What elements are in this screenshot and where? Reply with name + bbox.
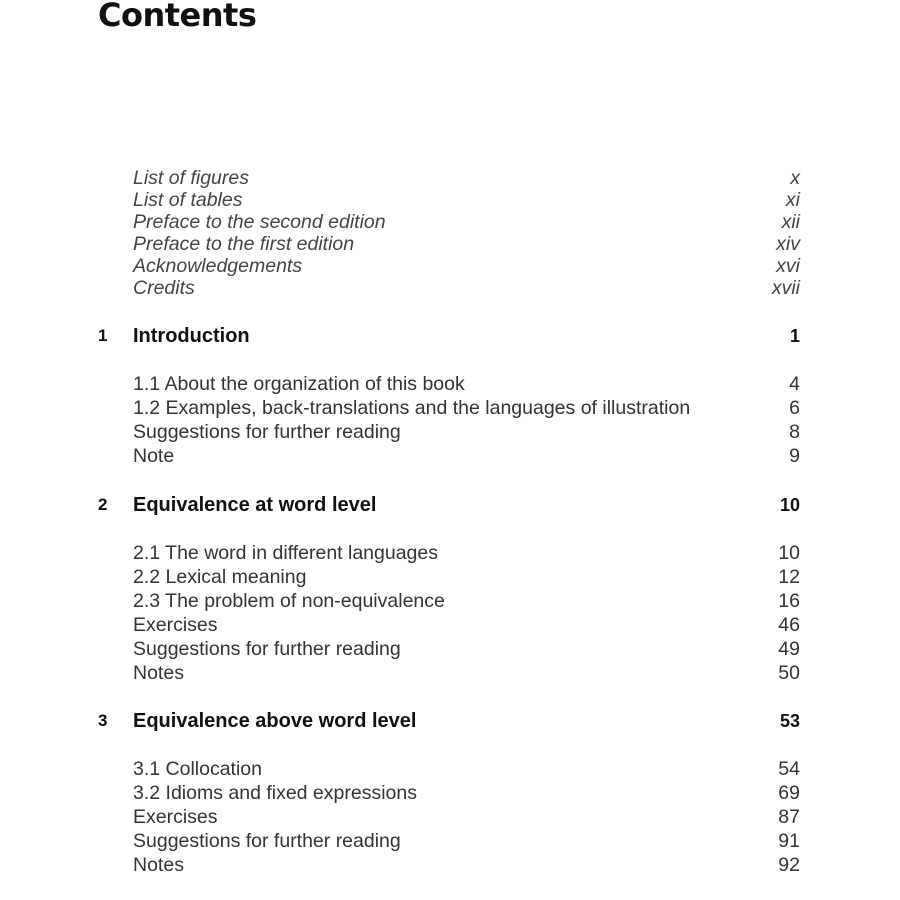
chapter-title: Equivalence above word level [133, 710, 417, 732]
toc-entry [133, 565, 800, 589]
toc-entry-label: Exercises [133, 614, 218, 636]
chapter-page: 10 [779, 495, 800, 515]
toc-entry-page: 10 [778, 542, 800, 564]
toc-entry-page: 87 [778, 806, 800, 828]
toc-entry-label: 1.2 Examples, back-translations and the languages of illustration [133, 397, 691, 419]
chapter-number: 3 [98, 711, 108, 730]
chapter-number: 2 [98, 495, 108, 514]
chapter-2 [98, 491, 800, 685]
toc-entry-label: 2.3 The problem of non-equivalence [133, 590, 445, 612]
chapter-1 [98, 322, 800, 468]
toc-entry [133, 829, 800, 853]
toc-entry [133, 661, 800, 685]
chapter-number: 1 [98, 326, 108, 345]
front-matter-label: List of figures [133, 167, 249, 189]
toc-entry-label: Suggestions for further reading [133, 830, 401, 852]
toc-entry [133, 613, 800, 637]
toc-entry-page: 8 [789, 421, 800, 443]
chapter-entries [98, 757, 800, 877]
chapter-entries [98, 372, 800, 468]
toc-entry-page: 46 [778, 614, 800, 636]
toc-entry-page: 9 [789, 445, 800, 467]
toc-entry-page: 16 [778, 590, 800, 612]
front-matter-page: xi [785, 189, 800, 211]
page-title: Contents [98, 0, 257, 34]
toc-entry-label: 2.1 The word in different languages [133, 542, 438, 564]
toc-entry-page: 92 [778, 854, 800, 876]
toc-entry-label: 2.2 Lexical meaning [133, 566, 307, 588]
toc-entry [133, 781, 800, 805]
front-matter-label: Preface to the second edition [133, 211, 386, 233]
toc-entry-page: 54 [778, 758, 800, 780]
front-matter-label: Acknowledgements [133, 255, 303, 277]
toc-entry [133, 757, 800, 781]
toc-entry-label: Notes [133, 854, 184, 876]
toc-entry-label: 3.2 Idioms and fixed expressions [133, 782, 417, 804]
chapter-3 [98, 707, 800, 877]
chapter-heading [98, 322, 800, 350]
toc-entry [133, 444, 800, 468]
chapter-title: Introduction [133, 325, 250, 347]
front-matter-page: x [790, 167, 800, 189]
front-matter-item [133, 233, 800, 255]
front-matter-list [133, 167, 800, 299]
chapter-entries [98, 541, 800, 685]
chapter-heading [98, 707, 800, 735]
toc-entry-label: 3.1 Collocation [133, 758, 262, 780]
toc-entry-label: Suggestions for further reading [133, 421, 401, 443]
chapter-heading [98, 491, 800, 519]
toc-entry-page: 49 [778, 638, 800, 660]
front-matter-page: xvi [776, 255, 800, 277]
toc-entry-page: 4 [789, 373, 800, 395]
toc-entry [133, 541, 800, 565]
chapter-page: 53 [779, 711, 800, 731]
front-matter-item [133, 255, 800, 277]
front-matter-item [133, 189, 800, 211]
toc-entry-label: 1.1 About the organization of this book [133, 373, 465, 395]
front-matter-item [133, 167, 800, 189]
toc-entry-page: 12 [778, 566, 800, 588]
front-matter-page: xvii [771, 277, 800, 299]
toc-entry [133, 805, 800, 829]
front-matter-item [133, 211, 800, 233]
toc-entry-page: 69 [778, 782, 800, 804]
toc-entry [133, 853, 800, 877]
front-matter-label: List of tables [133, 189, 243, 211]
toc-entry [133, 420, 800, 444]
toc-entry-label: Notes [133, 662, 184, 684]
toc-entry-label: Suggestions for further reading [133, 638, 401, 660]
toc-entry [133, 396, 800, 420]
toc-entry-label: Note [133, 445, 175, 467]
toc-entry-label: Exercises [133, 806, 218, 828]
front-matter-label: Credits [133, 277, 195, 299]
front-matter-item [133, 277, 800, 299]
front-matter-page: xii [781, 211, 800, 233]
toc-entry-page: 6 [789, 397, 800, 419]
toc-entry [133, 372, 800, 396]
front-matter-page: xiv [776, 233, 800, 255]
toc-entry [133, 637, 800, 661]
toc-entry-page: 50 [778, 662, 800, 684]
chapter-page: 1 [789, 326, 800, 346]
toc-entry-page: 91 [778, 830, 800, 852]
toc-entry [133, 589, 800, 613]
chapter-title: Equivalence at word level [133, 494, 377, 516]
front-matter-label: Preface to the first edition [133, 233, 355, 255]
